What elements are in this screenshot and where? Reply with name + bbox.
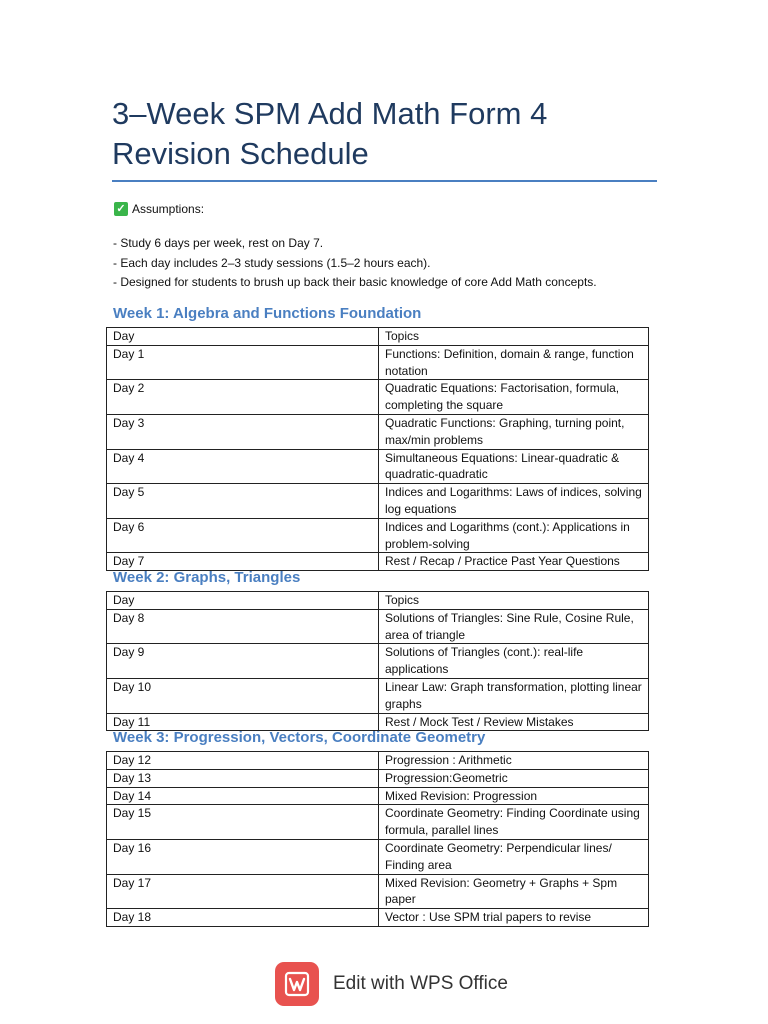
day-cell: Day 11 bbox=[107, 713, 379, 731]
day-cell: Day 16 bbox=[107, 839, 379, 874]
table-row bbox=[107, 484, 649, 519]
week-2-table bbox=[106, 591, 649, 731]
week-2-heading: Week 2: Graphs, Triangles bbox=[113, 569, 301, 586]
table-header-row bbox=[107, 592, 649, 610]
edit-with-wps-badge[interactable] bbox=[275, 962, 508, 1006]
table-row bbox=[107, 414, 649, 449]
wps-logo-icon bbox=[275, 962, 319, 1006]
day-cell: Day 17 bbox=[107, 874, 379, 909]
topic-cell: Quadratic Functions: Graphing, turning point, max/min problems bbox=[379, 414, 649, 449]
table-row bbox=[107, 380, 649, 415]
topic-cell: Simultaneous Equations: Linear-quadratic & quadratic-quadratic bbox=[379, 449, 649, 484]
table-row bbox=[107, 644, 649, 679]
day-cell: Day 5 bbox=[107, 484, 379, 519]
week-1-table bbox=[106, 327, 649, 571]
topic-cell: Quadratic Equations: Factorisation, formula, completing the square bbox=[379, 380, 649, 415]
table-row bbox=[107, 769, 649, 787]
week-3-table bbox=[106, 751, 649, 927]
topic-cell: Progression:Geometric bbox=[379, 769, 649, 787]
topic-cell: Progression : Arithmetic bbox=[379, 752, 649, 770]
topic-cell: Indices and Logarithms: Laws of indices, solving log equations bbox=[379, 484, 649, 519]
table-row bbox=[107, 518, 649, 553]
day-cell: Day 6 bbox=[107, 518, 379, 553]
page-title bbox=[112, 94, 672, 174]
day-cell: Day 10 bbox=[107, 678, 379, 713]
day-cell: Day 14 bbox=[107, 787, 379, 805]
topic-cell: Linear Law: Graph transformation, plotting linear graphs bbox=[379, 678, 649, 713]
assumption-item: - Study 6 days per week, rest on Day 7. bbox=[113, 236, 324, 250]
assumption-item: - Each day includes 2–3 study sessions (1.5–2 hours each). bbox=[113, 255, 431, 270]
title-line-2: Revision Schedule bbox=[112, 136, 369, 171]
day-cell: Day 9 bbox=[107, 644, 379, 679]
header-day: Day bbox=[107, 328, 379, 346]
topic-cell: Coordinate Geometry: Perpendicular lines/ Finding area bbox=[379, 839, 649, 874]
table-row bbox=[107, 909, 649, 927]
table-row bbox=[107, 787, 649, 805]
assumptions-heading bbox=[114, 201, 204, 217]
topic-cell: Mixed Revision: Geometry + Graphs + Spm paper bbox=[379, 874, 649, 909]
week-1-heading: Week 1: Algebra and Functions Foundation bbox=[113, 305, 422, 322]
table-row bbox=[107, 449, 649, 484]
topic-cell: Mixed Revision: Progression bbox=[379, 787, 649, 805]
day-cell: Day 8 bbox=[107, 609, 379, 644]
day-cell: Day 13 bbox=[107, 769, 379, 787]
day-cell: Day 2 bbox=[107, 380, 379, 415]
header-day: Day bbox=[107, 592, 379, 610]
table-header-row bbox=[107, 328, 649, 346]
day-cell: Day 3 bbox=[107, 414, 379, 449]
week-3-heading: Week 3: Progression, Vectors, Coordinate Geometry bbox=[113, 729, 486, 746]
table-row bbox=[107, 839, 649, 874]
title-line-1: 3–Week SPM Add Math Form 4 bbox=[112, 96, 548, 131]
table-row bbox=[107, 874, 649, 909]
day-cell: Day 12 bbox=[107, 752, 379, 770]
topic-cell: Coordinate Geometry: Finding Coordinate using formula, parallel lines bbox=[379, 805, 649, 840]
check-mark-icon: ✓ bbox=[114, 202, 128, 216]
assumptions-list bbox=[113, 234, 597, 293]
topic-cell: Functions: Definition, domain & range, function notation bbox=[379, 345, 649, 380]
day-cell: Day 18 bbox=[107, 909, 379, 927]
table-row bbox=[107, 805, 649, 840]
assumption-item: - Designed for students to brush up back their basic knowledge of core Add Math concepts. bbox=[113, 275, 597, 289]
table-row bbox=[107, 609, 649, 644]
wps-badge-label[interactable]: Edit with WPS Office bbox=[333, 973, 508, 994]
title-divider bbox=[112, 180, 657, 182]
topic-cell: Indices and Logarithms (cont.): Applications in problem-solving bbox=[379, 518, 649, 553]
table-row bbox=[107, 752, 649, 770]
header-topics: Topics bbox=[379, 328, 649, 346]
topic-cell: Vector : Use SPM trial papers to revise bbox=[379, 909, 649, 927]
topic-cell: Rest / Recap / Practice Past Year Questions bbox=[379, 553, 649, 571]
day-cell: Day 4 bbox=[107, 449, 379, 484]
topic-cell: Solutions of Triangles (cont.): real-life applications bbox=[379, 644, 649, 679]
day-cell: Day 7 bbox=[107, 553, 379, 571]
table-row bbox=[107, 345, 649, 380]
day-cell: Day 15 bbox=[107, 805, 379, 840]
table-row bbox=[107, 553, 649, 571]
topic-cell: Solutions of Triangles: Sine Rule, Cosine Rule, area of triangle bbox=[379, 609, 649, 644]
header-topics: Topics bbox=[379, 592, 649, 610]
table-row bbox=[107, 678, 649, 713]
assumptions-label: Assumptions: bbox=[132, 202, 205, 216]
day-cell: Day 1 bbox=[107, 345, 379, 380]
topic-cell: Rest / Mock Test / Review Mistakes bbox=[379, 713, 649, 731]
